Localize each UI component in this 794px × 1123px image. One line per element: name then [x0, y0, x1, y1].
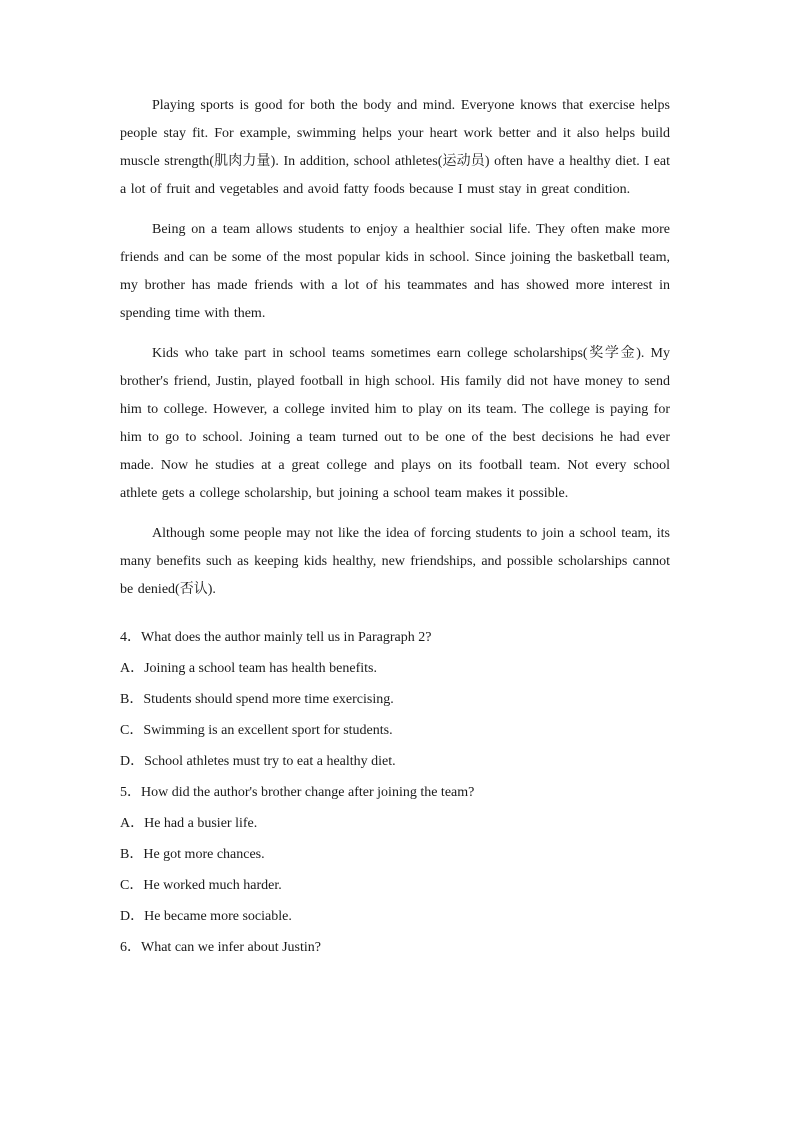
passage-paragraph-3: Kids who take part in school teams sometimes earn college scholarships(奖学金). My brother's friend, Justin, played football in high school. His family did not have money to send him to college. However, a college invited him to play on its team. The college is paying for him to go to school. Joining a team turned out to be one of the best decisions he had ever made. Now he studies at a great college and plays on its football team. Not every school athlete gets a college scholarship, but joining a school team makes it possible. — [120, 346, 670, 501]
passage-paragraph-2: Being on a team allows students to enjoy a healthier social life. They often make more friends and can be some of the most popular kids in school. Since joining the basketball team, my brother has made friends with a lot of his teammates and has showed more interest in spending time with them. — [120, 222, 670, 321]
question-4-option-a: A．Joining a school team has health benefits. — [120, 661, 377, 676]
reading-passage — [120, 92, 670, 604]
document-page — [120, 92, 670, 963]
question-4-stem: 4．What does the author mainly tell us in Paragraph 2? — [120, 630, 432, 645]
question-5-option-b: B．He got more chances. — [120, 847, 265, 862]
question-5-option-d: D．He became more sociable. — [120, 909, 292, 924]
question-6-stem: 6．What can we infer about Justin? — [120, 940, 321, 955]
question-4-option-c: C．Swimming is an excellent sport for students. — [120, 723, 393, 738]
question-4-option-b: B．Students should spend more time exercising. — [120, 692, 394, 707]
passage-paragraph-4: Although some people may not like the idea of forcing students to join a school team, its many benefits such as keeping kids healthy, new friendships, and possible scholarships cannot be denied(否认). — [120, 526, 670, 597]
passage-paragraph-1: Playing sports is good for both the body and mind. Everyone knows that exercise helps people stay fit. For example, swimming helps your heart work better and it also helps build muscle strength(肌肉力量). In addition, school athletes(运动员) often have a healthy diet. I eat a lot of fruit and vegetables and avoid fatty foods because I must stay in great condition. — [120, 98, 670, 197]
question-5-stem: 5．How did the author's brother change after joining the team? — [120, 785, 475, 800]
question-5-option-a: A．He had a busier life. — [120, 816, 258, 831]
question-list — [120, 622, 670, 963]
question-5-option-c: C．He worked much harder. — [120, 878, 282, 893]
question-4-option-d: D．School athletes must try to eat a healthy diet. — [120, 754, 396, 769]
